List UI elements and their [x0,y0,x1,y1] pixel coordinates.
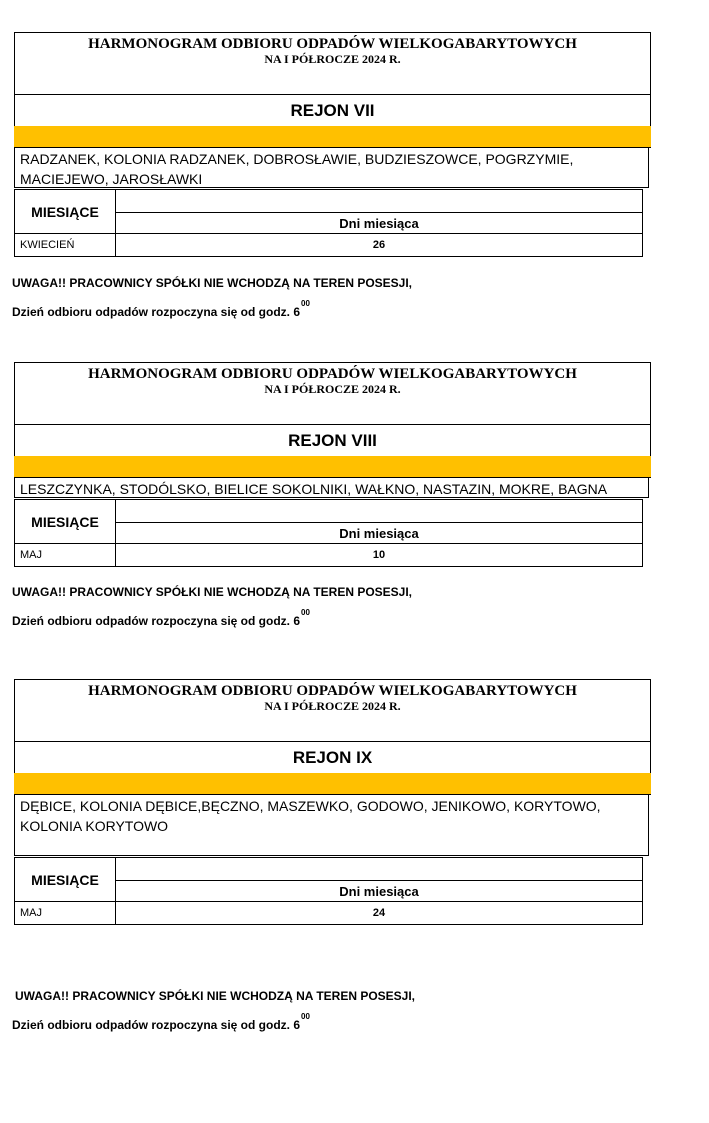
schedule-subtitle: NA I PÓŁROCZE 2024 R. [264,699,401,713]
schedule-section-rejon-ix [14,679,651,927]
month-header: MIESIĄCE [31,871,99,888]
towns-list: LESZCZYNKA, STODÓLSKO, BIELICE SOKOLNIKI, WAŁKNO, NASTAZIN, MOKRE, BAGNA [20,481,608,497]
month-header-cell [14,189,116,234]
month-header-cell [14,857,116,902]
days-header: Dni miesiąca [339,883,419,899]
month-value: MAJ [20,907,42,919]
start-time-note [12,299,310,319]
days-value: 24 [372,907,386,919]
towns-box [14,795,649,856]
schedule-title-box [14,32,651,95]
orange-band [14,126,651,148]
start-time-minutes: 00 [301,1012,310,1021]
orange-band [14,773,651,795]
days-value: 10 [372,549,386,561]
start-time-minutes: 00 [301,608,310,617]
rejon-label: REJON IX [292,748,373,767]
orange-band [14,456,651,478]
start-time-text: Dzień odbioru odpadów rozpoczyna się od godz. 6 [12,614,301,628]
month-cell [14,543,116,567]
days-header-cell [115,880,643,902]
days-header-cell [115,522,643,544]
month-value: MAJ [20,549,42,561]
towns-list: DĘBICE, KOLONIA DĘBICE,BĘCZNO, MASZEWKO, GODOWO, JENIKOWO, KORYTOWO, KOLONIA KORYTOWO [20,798,601,834]
days-header-top-cell [115,857,643,881]
days-cell [115,901,643,925]
days-header-cell [115,212,643,234]
towns-box [14,478,649,498]
rejon-heading [14,424,651,457]
rejon-heading [14,94,651,127]
days-value: 26 [372,239,386,251]
schedule-subtitle: NA I PÓŁROCZE 2024 R. [264,382,401,396]
schedule-title: HARMONOGRAM ODBIORU ODPADÓW WIELKOGABARYTOWYCH [88,366,577,382]
warning-note: UWAGA!! PRACOWNICY SPÓŁKI NIE WCHODZĄ NA TEREN POSESJI, [12,585,413,599]
dates-table [14,857,644,925]
towns-box [14,148,649,188]
month-header-cell [14,499,116,544]
warning-note: UWAGA!! PRACOWNICY SPÓŁKI NIE WCHODZĄ NA TEREN POSESJI, [15,989,416,1003]
start-time-note [12,608,310,628]
days-cell [115,233,643,257]
start-time-text: Dzień odbioru odpadów rozpoczyna się od godz. 6 [12,305,301,319]
days-header: Dni miesiąca [339,525,419,541]
month-header: MIESIĄCE [31,513,99,530]
month-header: MIESIĄCE [31,203,99,220]
schedule-section-rejon-vii [14,32,651,258]
start-time-note [12,1012,310,1032]
schedule-title: HARMONOGRAM ODBIORU ODPADÓW WIELKOGABARYTOWYCH [88,683,577,699]
days-header: Dni miesiąca [339,215,419,231]
month-value: KWIECIEŃ [20,239,75,251]
dates-table [14,189,644,257]
month-cell [14,901,116,925]
days-cell [115,543,643,567]
start-time-minutes: 00 [301,299,310,308]
start-time-text: Dzień odbioru odpadów rozpoczyna się od godz. 6 [12,1018,301,1032]
rejon-label: REJON VII [290,101,375,120]
days-header-top-cell [115,189,643,213]
rejon-heading [14,741,651,774]
schedule-title-box [14,362,651,425]
month-cell [14,233,116,257]
schedule-subtitle: NA I PÓŁROCZE 2024 R. [264,52,401,66]
towns-list: RADZANEK, KOLONIA RADZANEK, DOBROSŁAWIE, BUDZIESZOWCE, POGRZYMIE, MACIEJEWO, JAROSŁAWKI [20,151,574,187]
warning-note: UWAGA!! PRACOWNICY SPÓŁKI NIE WCHODZĄ NA TEREN POSESJI, [12,276,413,290]
schedule-title: HARMONOGRAM ODBIORU ODPADÓW WIELKOGABARYTOWYCH [88,36,577,52]
dates-table [14,499,644,567]
days-header-top-cell [115,499,643,523]
schedule-title-box [14,679,651,742]
schedule-section-rejon-viii [14,362,651,568]
rejon-label: REJON VIII [288,431,377,450]
